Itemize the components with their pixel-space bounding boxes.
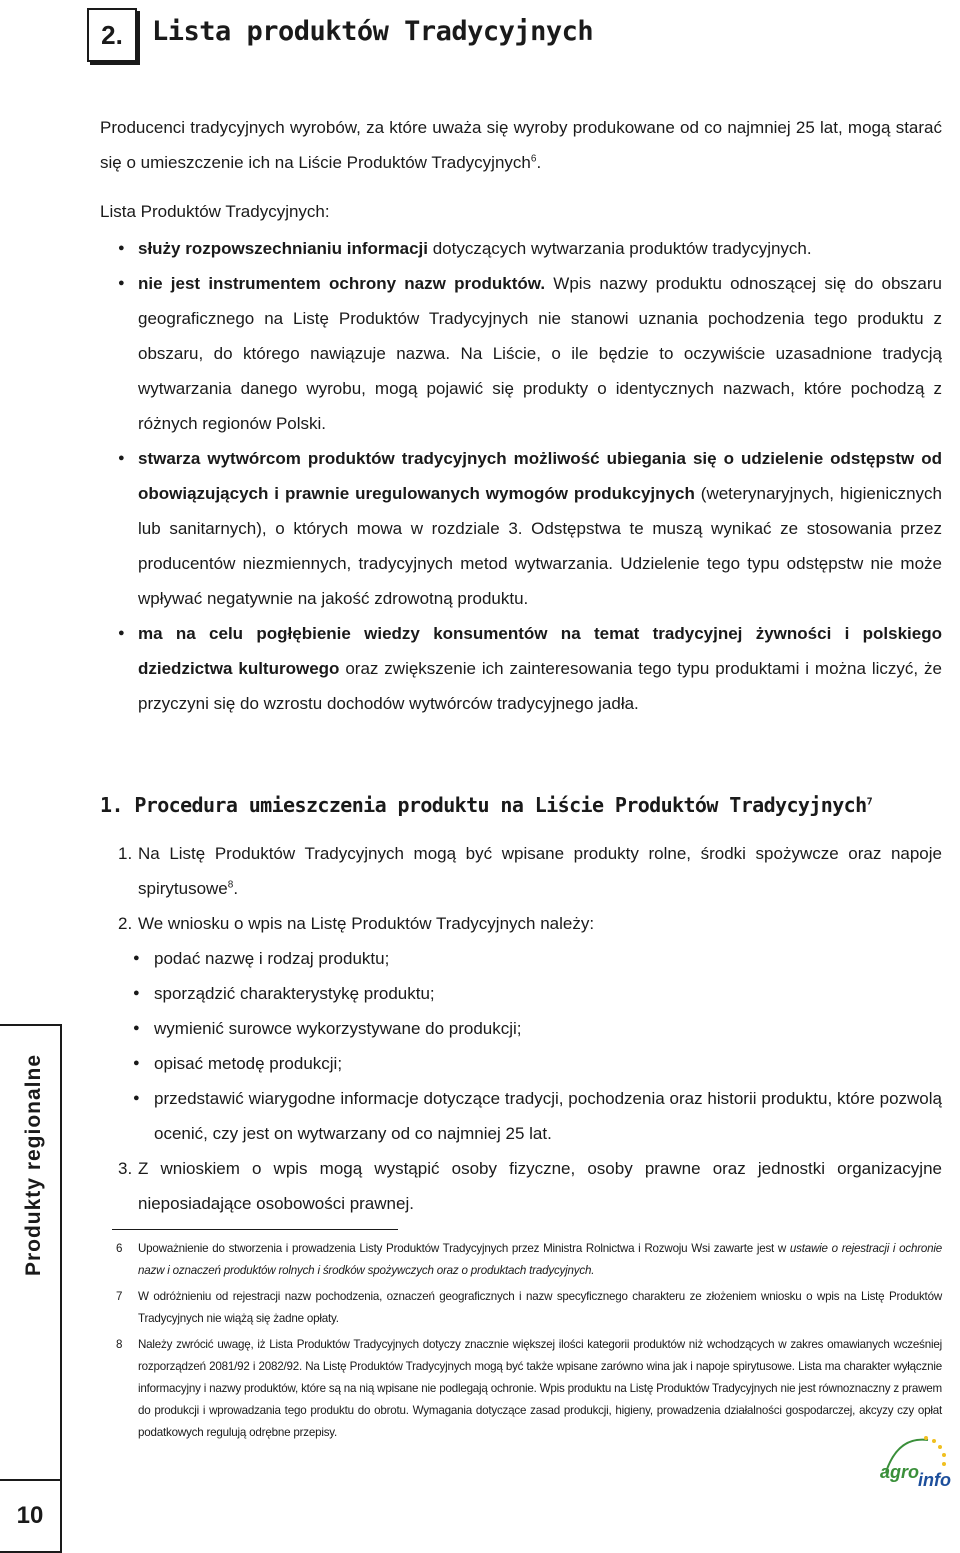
footnote-text: Należy zwrócić uwagę, iż Lista Produktów Tradycyjnych dotyczy znacznie większej ilości kategorii produktów niż wchodzących w zakres omawianych wcześniej rozporządzeń 2081/92 i 2082/92. Na Listę Produktów Tradycyjnych mogą być także wpisane zarówno wina jak i napoje spirytusowe. Lista ma charakter wyłącznie informacyjny i nazwy produktów, które są na nią wpisane nie podlegają ochronie. Wpis produktu na Listę Produktów Tradycyjnych nie jest równoznaczny z prawem do produkcji i wprowadzania tego produktu do obrotu. Wymagania dotyczące zasad produkcji, higieny, prowadzenia działalności gospodarczej, akcyzy czy opłat podatkowych regulują odrębne przepisy.	[138, 1338, 942, 1439]
item-text: Z wnioskiem o wpis mogą wystąpić osoby fizyczne, osoby prawne oraz jednostki organizacyjne nieposiadające osobowości prawnej.	[138, 1159, 942, 1213]
item-number: 3.	[118, 1159, 133, 1178]
application-requirements	[100, 941, 942, 1151]
section-title	[100, 793, 872, 817]
bullet-bold: służy rozpowszechnianiu informacji	[138, 239, 428, 258]
logo-text-info: info	[918, 1470, 951, 1490]
list-item	[100, 266, 942, 441]
chapter-title: Lista produktów Tradycyjnych	[152, 16, 594, 47]
procedure-item-3	[100, 1151, 942, 1221]
list-item: ● przedstawić wiarygodne informacje dotyczące tradycji, pochodzenia oraz historii produktu, które pozwolą ocenić, czy jest on wytwarzany od co najmniej 25 lat.	[100, 1081, 942, 1151]
agroinfo-logo-icon	[878, 1432, 956, 1492]
footnote-number: 7	[116, 1290, 123, 1303]
footnote-italic: ustawie o rejestracji i ochronie nazw i oznaczeń produktów rolnych i środków spożywczych oraz o produktach tradycyjnych.	[138, 1242, 942, 1277]
procedure-item-1	[100, 836, 942, 906]
footnotes	[112, 1238, 942, 1448]
footnote-number: 8	[116, 1338, 123, 1351]
bullet-text: dotyczących wytwarzania produktów tradycyjnych.	[428, 239, 812, 258]
item-text: We wniosku o wpis na Listę Produktów Tradycyjnych należy:	[138, 914, 595, 933]
item-number: 1.	[118, 844, 133, 863]
list-item	[100, 616, 942, 721]
footnote-ref-8: 8	[227, 879, 234, 891]
chapter-number: 2.	[101, 19, 123, 50]
list-item	[100, 231, 942, 266]
footnote-ref-6: 6	[530, 153, 537, 165]
bullet-bold: stwarza wytwórcom produktów tradycyjnych możliwość ubiegania się o udzielenie odstępstw od obowiązujących i prawnie uregulowanych wymogów produkcyjnych	[138, 449, 942, 503]
bullet-text: Wpis nazwy produktu odnoszącej się do obszaru geograficznego na Listę Produktów Tradycyjnych nie stanowi uznania pochodzenia tego produktu z obszaru, do którego nawiązuje nazwa. Na Liście, o ile będzie to oczywiście uzasadnione tradycją wytwarzania danego wyrobu, mogą pojawić się produkty o identycznych nazwach, które pochodzą z różnych regionów Polski.	[138, 274, 942, 433]
list-item: ● podać nazwę i rodzaj produktu;	[100, 941, 942, 976]
list-item	[100, 441, 942, 616]
bullet-text: oraz zwiększenie ich zainteresowania tego typu produktami i można liczyć, że przyczyni się do wzrostu dochodów wytwórców tradycyjnego jadła.	[138, 659, 942, 713]
footnote-text: W odróżnieniu od rejestracji nazw pochodzenia, oznaczeń geograficznych i nazw specyficznego charakteru ze złożeniem wniosku o wpis na Listę Produktów Tradycyjnych nie wiążą się żadne opłaty.	[138, 1290, 942, 1325]
list-heading: Lista Produktów Tradycyjnych:	[100, 202, 330, 221]
item-end: .	[233, 879, 239, 898]
item-text: Na Listę Produktów Tradycyjnych mogą być wpisane produkty rolne, środki spożywcze oraz napoje spirytusowe	[138, 844, 942, 898]
footnote-text: Upoważnienie do stworzenia i prowadzenia Listy Produktów Tradycyjnych przez Ministra Rolnictwa i Rozwoju Wsi zawarte jest w	[138, 1242, 790, 1255]
footnote-8	[112, 1334, 942, 1444]
page-number-box	[0, 1479, 62, 1553]
bullet-text: (weterynaryjnych, higienicznych lub sanitarnych), o których mowa w rozdziale 3. Odstępstwa te muszą wynikać ze stosowania przez producentów niezmiennych, tradycyjnych metod wytwarzania. Udzielenie tego typu odstępstw nie może wpływać negatywnie na jakość zdrowotną produktu.	[138, 484, 943, 608]
footnote-number: 6	[116, 1242, 123, 1255]
list-item: ● opisać metodę produkcji;	[100, 1046, 942, 1081]
item-number: 2.	[118, 914, 133, 933]
main-text	[100, 110, 942, 721]
page-number: 10	[16, 1502, 44, 1529]
sidebar-label: Produkty regionalne	[22, 1053, 45, 1277]
bullet-bold: ma na celu pogłębienie wiedzy konsumentów na temat tradycyjnej żywności i polskiego dziedzictwa kulturowego	[138, 624, 942, 678]
footnote-divider	[112, 1229, 398, 1230]
intro-end: .	[536, 153, 542, 172]
list-item: ● sporządzić charakterystykę produktu;	[100, 976, 942, 1011]
procedure-item-2	[100, 906, 942, 941]
footnote-ref-7: 7	[866, 796, 872, 808]
chapter-number-box	[87, 8, 137, 62]
footnote-7	[112, 1286, 942, 1330]
section-title-text: 1. Procedura umieszczenia produktu na Liście Produktów Tradycyjnych	[100, 793, 867, 817]
logo-text-agro: agro	[880, 1462, 920, 1482]
list-item: ● wymienić surowce wykorzystywane do produkcji;	[100, 1011, 942, 1046]
intro-paragraph	[100, 110, 942, 180]
bullet-bold: nie jest instrumentem ochrony nazw produktów.	[138, 274, 546, 293]
procedure-list	[100, 836, 942, 1221]
feature-bullets	[100, 231, 942, 721]
intro-text: Producenci tradycyjnych wyrobów, za które uważa się wyroby produkowane od co najmniej 25 lat, mogą starać się o umieszczenie ich na Liście Produktów Tradycyjnych	[100, 118, 942, 172]
footnote-6	[112, 1238, 942, 1282]
